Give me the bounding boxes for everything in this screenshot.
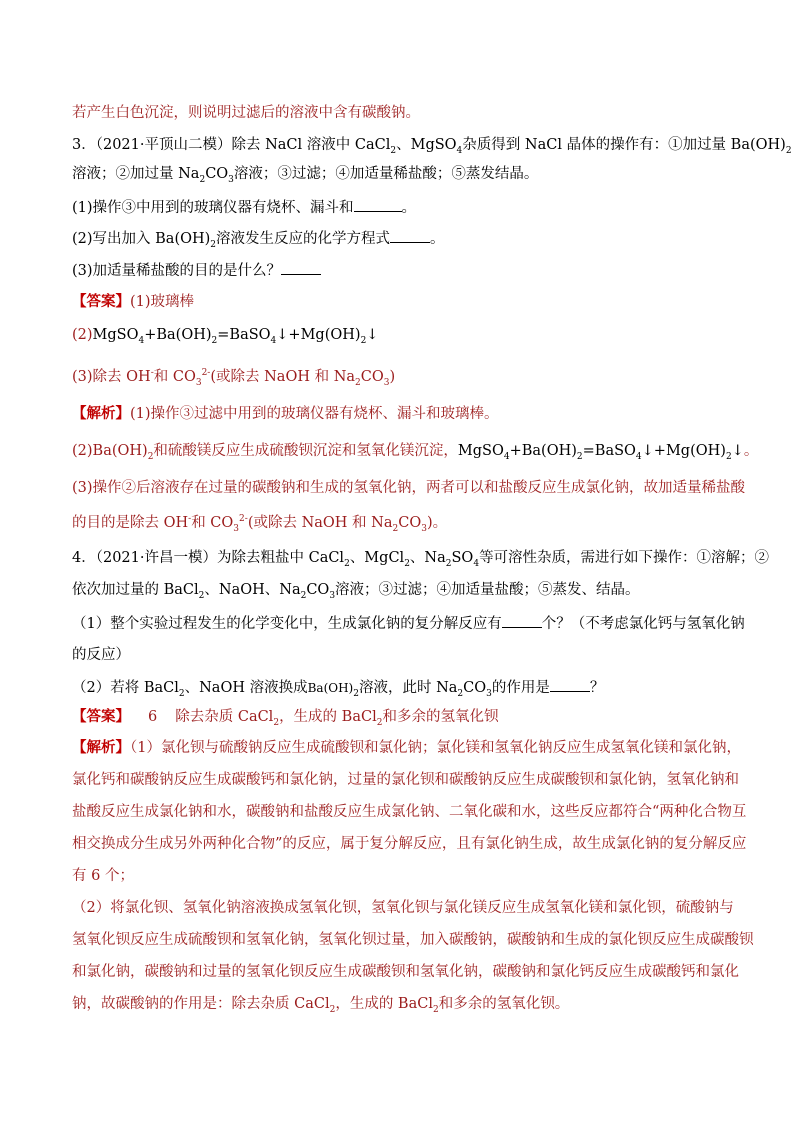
text: （1）氯化钡与硫酸钠反应生成硫酸钡和氯化钠；氯化镁和氢氧化钠反应生成氢氧化镁和氯化钠， bbox=[130, 740, 741, 756]
text: 的作用是 bbox=[491, 680, 550, 696]
q3-answer-3 bbox=[72, 367, 724, 387]
text: 相交换成分生成另外两种化合物”的反应，属于复分解反应，且有氯化钠生成，故生成氯化钠的复分解反应 bbox=[72, 836, 747, 852]
subscript: 2 bbox=[211, 335, 218, 346]
subscript: 3 bbox=[486, 688, 492, 699]
text: （2）将氯化钡、氢氧化钠溶液换成氢氧化钡，氢氧化钡与氯化镁反应生成氢氧化镁和氯化钡，硫酸钠与 bbox=[72, 900, 734, 916]
subscript: 2 bbox=[210, 239, 217, 250]
subscript: 2 bbox=[353, 688, 359, 699]
text: 钠，故碳酸钠的作用是：除去杂质 CaCl bbox=[72, 996, 330, 1012]
answer-blank bbox=[550, 677, 590, 692]
text: 和 CO bbox=[153, 369, 196, 385]
subscript: 3 bbox=[383, 377, 390, 388]
subscript: 2 bbox=[198, 590, 205, 601]
text: (1)玻璃棒 bbox=[130, 294, 195, 310]
formula: =BaSO bbox=[217, 327, 271, 343]
text: 。 bbox=[743, 443, 759, 459]
q4-stem-line-2 bbox=[72, 580, 724, 600]
text: (或除去 NaOH 和 Na bbox=[210, 369, 356, 385]
formula: MgSO bbox=[92, 327, 139, 343]
explanation-tag: 【解析】 bbox=[72, 405, 130, 422]
text: 个？（不考虑氯化钙与氢氧化钠 bbox=[541, 616, 745, 632]
text: ？ bbox=[589, 680, 605, 696]
subscript: 4 bbox=[270, 335, 277, 346]
subscript: 2 bbox=[445, 558, 452, 569]
subscript: 2 bbox=[392, 523, 399, 534]
subscript: 2 bbox=[376, 717, 383, 728]
q4-sub2 bbox=[72, 677, 724, 698]
text: (1)操作③中用到的玻璃仪器有烧杯、漏斗和 bbox=[72, 200, 354, 216]
subscript: 2 bbox=[457, 688, 464, 699]
text: 。 bbox=[401, 200, 417, 216]
superscript: 2- bbox=[201, 368, 211, 379]
text: 依次加过量的 BaCl bbox=[72, 582, 199, 598]
text: CO bbox=[360, 369, 384, 385]
text: 若产生白色沉淀，则说明过滤后的溶液中含有碳酸钠。 bbox=[72, 105, 420, 121]
subscript: 4 bbox=[138, 335, 145, 346]
subscript: 2 bbox=[785, 145, 792, 156]
text: )。 bbox=[426, 515, 448, 531]
formula: MgSO bbox=[457, 443, 504, 459]
q3-sub2 bbox=[72, 228, 724, 249]
q4-sub1-line-1 bbox=[72, 613, 745, 634]
text: 溶液；③过滤；④加适量稀盐酸；⑤蒸发结晶。 bbox=[233, 166, 539, 182]
subscript: 2 bbox=[355, 377, 361, 388]
subscript: 2 bbox=[199, 174, 206, 185]
text: (3)加适量稀盐酸的目的是什么？ bbox=[72, 263, 282, 279]
text: CO bbox=[398, 515, 422, 531]
subscript: 2 bbox=[390, 145, 397, 156]
formula: ↓ bbox=[731, 443, 744, 459]
text: CO bbox=[306, 582, 330, 598]
text: 溶液发生反应的化学方程式 bbox=[216, 231, 391, 247]
q4-explanation-8 bbox=[72, 962, 739, 982]
text: (2)写出加入 Ba(OH) bbox=[72, 231, 211, 247]
subscript: 2 bbox=[329, 1004, 336, 1015]
text: 杂质得到 NaCl 晶体的操作有：①加过量 Ba(OH) bbox=[462, 137, 786, 153]
text: (或除去 NaOH 和 Na bbox=[247, 515, 393, 531]
q4-explanation-9 bbox=[72, 994, 724, 1014]
text: 盐酸反应生成氯化钠和水，碳酸钠和盐酸反应生成氯化钠、二氧化碳和水，这些反应都符合“两种化合物互 bbox=[72, 804, 747, 820]
subscript: 3 bbox=[421, 523, 427, 534]
subscript: 3 bbox=[329, 590, 336, 601]
text: SO bbox=[451, 550, 474, 566]
superscript: - bbox=[188, 514, 192, 525]
text: 、MgCl bbox=[349, 550, 405, 566]
subscript: 2 bbox=[576, 451, 583, 462]
subscript: 2 bbox=[178, 688, 185, 699]
q4-explanation-3 bbox=[72, 802, 747, 822]
q4-explanation-4 bbox=[72, 834, 747, 854]
q4-stem-line-1 bbox=[72, 548, 770, 569]
formula: ↓+Mg(OH) bbox=[276, 327, 361, 343]
formula: +Ba(OH) bbox=[509, 443, 577, 459]
q3-sub3 bbox=[72, 260, 724, 281]
q3-explanation-4 bbox=[72, 513, 724, 533]
text: 3．（2021·平顶山二模）除去 NaCl 溶液中 CaCl bbox=[72, 137, 391, 153]
q3-explanation-3 bbox=[72, 478, 746, 498]
text: 和硫酸镁反应生成硫酸钡沉淀和氢氧化镁沉淀， bbox=[153, 443, 458, 459]
subscript: 2 bbox=[360, 335, 367, 346]
text: 、MgSO bbox=[396, 137, 457, 153]
text: 有 6 个； bbox=[72, 868, 134, 884]
subscript: 3 bbox=[195, 377, 202, 388]
text: 的反应） bbox=[72, 647, 130, 663]
subscript: 4 bbox=[456, 145, 463, 156]
answer-count: 6 bbox=[148, 709, 158, 725]
text: 氯化钙和碳酸钠反应生成碳酸钙和氯化钠，过量的氯化钡和碳酸钠反应生成碳酸钡和氯化钠，氢氧化钠和 bbox=[72, 772, 739, 788]
subscript: 4 bbox=[503, 451, 510, 462]
text: 、Na bbox=[409, 550, 446, 566]
q3-explanation-2 bbox=[72, 441, 759, 462]
subscript: 3 bbox=[233, 523, 240, 534]
text: 的目的是除去 OH bbox=[72, 515, 189, 531]
subscript: 4 bbox=[635, 451, 642, 462]
subscript: 2 bbox=[147, 451, 154, 462]
answer-tag: 【答案】 bbox=[72, 708, 130, 725]
subscript: 3 bbox=[228, 174, 234, 185]
text: 溶液；②加过量 Na bbox=[72, 166, 200, 182]
q4-explanation-2 bbox=[72, 770, 739, 790]
subscript: 4 bbox=[473, 558, 480, 569]
formula: Ba(OH) bbox=[307, 681, 354, 695]
text: 。 bbox=[430, 231, 445, 247]
answer-blank bbox=[354, 197, 402, 212]
text: 和多余的氢氧化钡。 bbox=[438, 996, 570, 1012]
text: CO bbox=[463, 680, 487, 696]
superscript: 2- bbox=[239, 514, 248, 525]
text: (2) bbox=[72, 327, 93, 343]
q4-explanation-1 bbox=[72, 738, 741, 758]
text: (1)操作③过滤中用到的玻璃仪器有烧杯、漏斗和玻璃棒。 bbox=[130, 406, 499, 422]
q3-sub1 bbox=[72, 197, 724, 218]
q3-answer-2 bbox=[72, 325, 724, 345]
text: (3)除去 OH bbox=[72, 369, 151, 385]
text: 和多余的氢氧化钡 bbox=[382, 709, 499, 725]
text: 溶液，此时 Na bbox=[358, 680, 458, 696]
text: 4．（2021·许昌一模）为除去粗盐中 CaCl bbox=[72, 550, 345, 566]
subscript: 2 bbox=[404, 558, 410, 569]
q3-stem-line-2 bbox=[72, 164, 724, 184]
answer-blank bbox=[281, 260, 321, 275]
formula: +Ba(OH) bbox=[144, 327, 212, 343]
formula: ↓ bbox=[366, 327, 379, 343]
answer-tag: 【答案】 bbox=[72, 293, 130, 310]
continuation-line bbox=[72, 103, 724, 123]
subscript: 2 bbox=[273, 717, 280, 728]
q4-explanation-7 bbox=[72, 930, 754, 950]
q3-answer-1 bbox=[72, 292, 724, 312]
text: ，生成的 BaCl bbox=[335, 996, 433, 1012]
answer-blank bbox=[390, 228, 430, 243]
q4-sub1-line-2 bbox=[72, 645, 724, 665]
text: CO bbox=[205, 166, 229, 182]
text: 氢氧化钡反应生成硫酸钡和氢氧化钠，氢氧化钡过量，加入碳酸钠，碳酸钠和生成的氯化钡反应生成碳酸钡 bbox=[72, 932, 754, 948]
text: 和 CO bbox=[191, 515, 234, 531]
text: ，生成的 BaCl bbox=[279, 709, 377, 725]
q3-stem-line-1 bbox=[72, 135, 792, 156]
text: 、NaOH、Na bbox=[204, 582, 301, 598]
text: ) bbox=[389, 369, 396, 385]
subscript: 2 bbox=[432, 1004, 439, 1015]
text: 等可溶性杂质，需进行如下操作：①溶解；② bbox=[479, 550, 770, 566]
subscript: 2 bbox=[344, 558, 350, 569]
explanation-tag: 【解析】 bbox=[72, 739, 130, 756]
q3-explanation-1 bbox=[72, 404, 724, 424]
answer-blank bbox=[502, 613, 542, 628]
text: 和氯化钠，碳酸钠和过量的氢氧化钡反应生成碳酸钡和氢氧化钠，碳酸钠和氯化钙反应生成碳酸钙和氯化 bbox=[72, 964, 739, 980]
q4-explanation-5 bbox=[72, 866, 724, 886]
formula: ↓+Mg(OH) bbox=[641, 443, 726, 459]
q4-explanation-6 bbox=[72, 898, 734, 918]
text: 、NaOH 溶液换成 bbox=[184, 680, 308, 696]
superscript: - bbox=[150, 368, 154, 379]
subscript: 2 bbox=[725, 451, 732, 462]
formula: =BaSO bbox=[582, 443, 636, 459]
text: (2)Ba(OH) bbox=[72, 443, 148, 459]
text: 除去杂质 CaCl bbox=[175, 709, 274, 725]
q4-answer bbox=[72, 707, 724, 727]
subscript: 2 bbox=[300, 590, 307, 601]
text: (3)操作②后溶液存在过量的碳酸钠和生成的氢氧化钠，两者可以和盐酸反应生成氯化钠，故加适量稀盐酸 bbox=[72, 480, 746, 496]
text: 溶液；③过滤；④加适量盐酸；⑤蒸发、结晶。 bbox=[335, 582, 640, 598]
text: （1）整个实验过程发生的化学变化中，生成氯化钠的复分解反应有 bbox=[72, 616, 502, 632]
text: （2）若将 BaCl bbox=[72, 680, 179, 696]
